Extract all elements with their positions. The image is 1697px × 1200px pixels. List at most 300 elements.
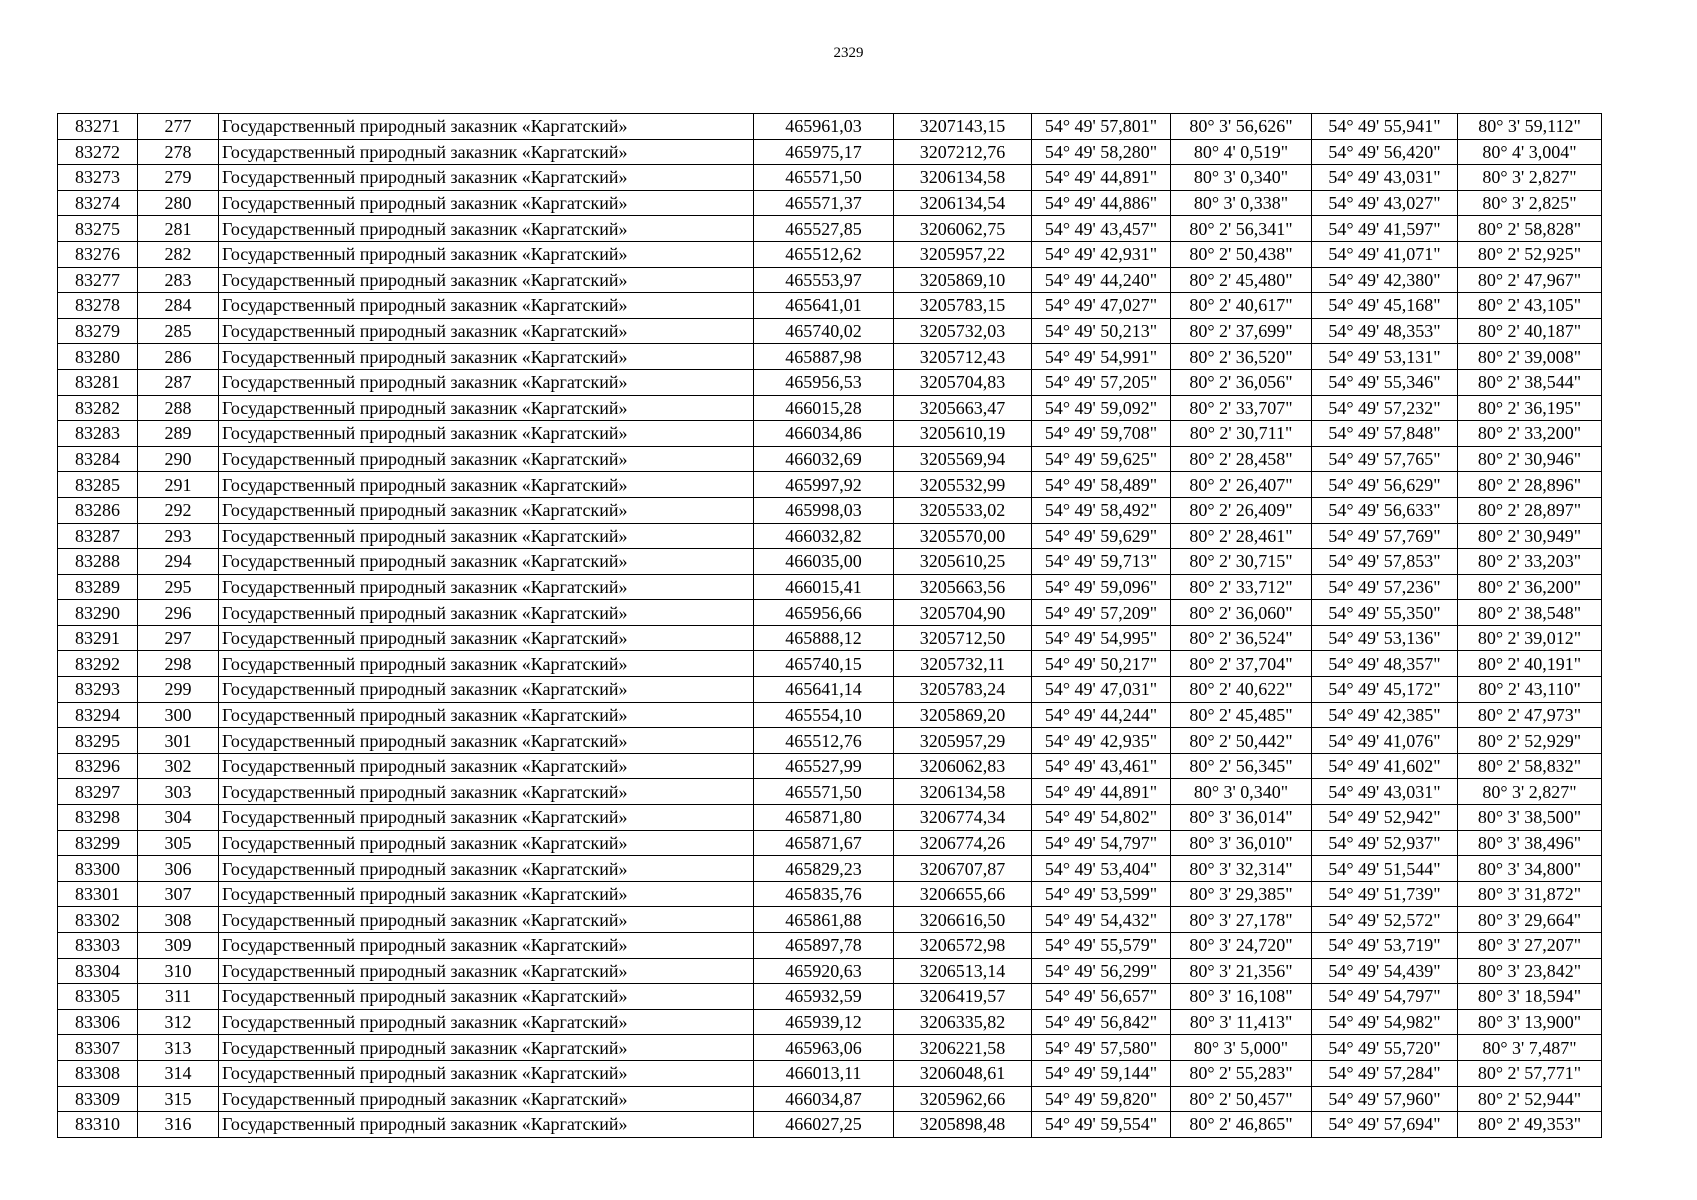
reserve-name-cell: Государственный природный заказник «Каргатский»: [219, 165, 754, 191]
record-id-cell: 83293: [58, 677, 138, 703]
table-row: [58, 1086, 1602, 1112]
x-coordinate-cell: 465512,76: [754, 728, 894, 754]
record-id-cell: 83289: [58, 574, 138, 600]
latitude-alt-cell: 54° 49' 57,694": [1312, 1112, 1458, 1138]
x-coordinate-cell: 466015,28: [754, 395, 894, 421]
table-row: [58, 677, 1602, 703]
longitude-alt-cell: 80° 2' 47,967": [1458, 267, 1602, 293]
y-coordinate-cell: 3205783,15: [894, 293, 1032, 319]
point-number-cell: 280: [138, 190, 219, 216]
reserve-name-cell: Государственный природный заказник «Каргатский»: [219, 293, 754, 319]
x-coordinate-cell: 465571,37: [754, 190, 894, 216]
point-number-cell: 312: [138, 1009, 219, 1035]
latitude-cell: 54° 49' 55,579": [1032, 933, 1171, 959]
longitude-alt-cell: 80° 2' 47,973": [1458, 702, 1602, 728]
record-id-cell: 83297: [58, 779, 138, 805]
longitude-alt-cell: 80° 3' 29,664": [1458, 907, 1602, 933]
record-id-cell: 83304: [58, 958, 138, 984]
record-id-cell: 83282: [58, 395, 138, 421]
reserve-name-cell: Государственный природный заказник «Каргатский»: [219, 216, 754, 242]
y-coordinate-cell: 3205783,24: [894, 677, 1032, 703]
longitude-alt-cell: 80° 3' 2,825": [1458, 190, 1602, 216]
y-coordinate-cell: 3205957,22: [894, 241, 1032, 267]
longitude-cell: 80° 2' 30,711": [1171, 421, 1312, 447]
y-coordinate-cell: 3206774,26: [894, 830, 1032, 856]
record-id-cell: 83295: [58, 728, 138, 754]
x-coordinate-cell: 465527,85: [754, 216, 894, 242]
point-number-cell: 279: [138, 165, 219, 191]
page-number: 2329: [833, 45, 864, 61]
reserve-name-cell: Государственный природный заказник «Каргатский»: [219, 805, 754, 831]
latitude-alt-cell: 54° 49' 57,769": [1312, 523, 1458, 549]
x-coordinate-cell: 465740,02: [754, 318, 894, 344]
x-coordinate-cell: 465997,92: [754, 472, 894, 498]
latitude-alt-cell: 54° 49' 55,350": [1312, 600, 1458, 626]
latitude-alt-cell: 54° 49' 53,136": [1312, 625, 1458, 651]
record-id-cell: 83309: [58, 1086, 138, 1112]
x-coordinate-cell: 466034,86: [754, 421, 894, 447]
latitude-alt-cell: 54° 49' 45,172": [1312, 677, 1458, 703]
y-coordinate-cell: 3205712,50: [894, 625, 1032, 651]
latitude-alt-cell: 54° 49' 57,765": [1312, 446, 1458, 472]
latitude-cell: 54° 49' 56,842": [1032, 1009, 1171, 1035]
x-coordinate-cell: 465975,17: [754, 139, 894, 165]
latitude-cell: 54° 49' 54,991": [1032, 344, 1171, 370]
table-row: [58, 702, 1602, 728]
longitude-cell: 80° 2' 56,341": [1171, 216, 1312, 242]
longitude-cell: 80° 2' 40,622": [1171, 677, 1312, 703]
latitude-cell: 54° 49' 44,886": [1032, 190, 1171, 216]
table-row: [58, 625, 1602, 651]
longitude-cell: 80° 2' 36,520": [1171, 344, 1312, 370]
latitude-alt-cell: 54° 49' 57,848": [1312, 421, 1458, 447]
x-coordinate-cell: 465887,98: [754, 344, 894, 370]
latitude-alt-cell: 54° 49' 48,357": [1312, 651, 1458, 677]
x-coordinate-cell: 465961,03: [754, 114, 894, 140]
x-coordinate-cell: 465956,66: [754, 600, 894, 626]
reserve-name-cell: Государственный природный заказник «Каргатский»: [219, 139, 754, 165]
x-coordinate-cell: 465554,10: [754, 702, 894, 728]
latitude-cell: 54° 49' 58,489": [1032, 472, 1171, 498]
x-coordinate-cell: 466032,69: [754, 446, 894, 472]
record-id-cell: 83283: [58, 421, 138, 447]
longitude-cell: 80° 3' 32,314": [1171, 856, 1312, 882]
point-number-cell: 286: [138, 344, 219, 370]
longitude-cell: 80° 2' 56,345": [1171, 753, 1312, 779]
reserve-name-cell: Государственный природный заказник «Каргатский»: [219, 344, 754, 370]
point-number-cell: 277: [138, 114, 219, 140]
x-coordinate-cell: 465829,23: [754, 856, 894, 882]
point-number-cell: 316: [138, 1112, 219, 1138]
point-number-cell: 283: [138, 267, 219, 293]
x-coordinate-cell: 465871,80: [754, 805, 894, 831]
longitude-alt-cell: 80° 2' 43,110": [1458, 677, 1602, 703]
y-coordinate-cell: 3205570,00: [894, 523, 1032, 549]
x-coordinate-cell: 465998,03: [754, 497, 894, 523]
table-row: [58, 395, 1602, 421]
y-coordinate-cell: 3206335,82: [894, 1009, 1032, 1035]
longitude-cell: 80° 3' 27,178": [1171, 907, 1312, 933]
latitude-cell: 54° 49' 50,213": [1032, 318, 1171, 344]
point-number-cell: 281: [138, 216, 219, 242]
longitude-cell: 80° 2' 36,060": [1171, 600, 1312, 626]
latitude-cell: 54° 49' 44,244": [1032, 702, 1171, 728]
longitude-cell: 80° 2' 37,704": [1171, 651, 1312, 677]
point-number-cell: 313: [138, 1035, 219, 1061]
longitude-alt-cell: 80° 4' 3,004": [1458, 139, 1602, 165]
y-coordinate-cell: 3206134,58: [894, 165, 1032, 191]
latitude-cell: 54° 49' 59,820": [1032, 1086, 1171, 1112]
point-number-cell: 303: [138, 779, 219, 805]
x-coordinate-cell: 465888,12: [754, 625, 894, 651]
table-row: [58, 958, 1602, 984]
table-row: [58, 114, 1602, 140]
table-row: [58, 907, 1602, 933]
y-coordinate-cell: 3205663,47: [894, 395, 1032, 421]
latitude-alt-cell: 54° 49' 52,572": [1312, 907, 1458, 933]
point-number-cell: 278: [138, 139, 219, 165]
y-coordinate-cell: 3205533,02: [894, 497, 1032, 523]
latitude-cell: 54° 49' 59,554": [1032, 1112, 1171, 1138]
reserve-name-cell: Государственный природный заказник «Каргатский»: [219, 958, 754, 984]
point-number-cell: 292: [138, 497, 219, 523]
point-number-cell: 306: [138, 856, 219, 882]
table-row: [58, 472, 1602, 498]
y-coordinate-cell: 3206048,61: [894, 1060, 1032, 1086]
record-id-cell: 83310: [58, 1112, 138, 1138]
latitude-alt-cell: 54° 49' 55,941": [1312, 114, 1458, 140]
reserve-name-cell: Государственный природный заказник «Каргатский»: [219, 114, 754, 140]
reserve-name-cell: Государственный природный заказник «Каргатский»: [219, 728, 754, 754]
longitude-alt-cell: 80° 2' 39,012": [1458, 625, 1602, 651]
y-coordinate-cell: 3206221,58: [894, 1035, 1032, 1061]
table-row: [58, 830, 1602, 856]
latitude-cell: 54° 49' 56,299": [1032, 958, 1171, 984]
point-number-cell: 305: [138, 830, 219, 856]
longitude-alt-cell: 80° 2' 52,925": [1458, 241, 1602, 267]
table-row: [58, 933, 1602, 959]
latitude-alt-cell: 54° 49' 55,346": [1312, 369, 1458, 395]
table-row: [58, 139, 1602, 165]
y-coordinate-cell: 3206513,14: [894, 958, 1032, 984]
y-coordinate-cell: 3205532,99: [894, 472, 1032, 498]
latitude-cell: 54° 49' 57,209": [1032, 600, 1171, 626]
y-coordinate-cell: 3206062,83: [894, 753, 1032, 779]
table-row: [58, 165, 1602, 191]
reserve-name-cell: Государственный природный заказник «Каргатский»: [219, 1086, 754, 1112]
x-coordinate-cell: 465641,14: [754, 677, 894, 703]
longitude-alt-cell: 80° 3' 34,800": [1458, 856, 1602, 882]
longitude-alt-cell: 80° 3' 27,207": [1458, 933, 1602, 959]
latitude-cell: 54° 49' 57,801": [1032, 114, 1171, 140]
point-number-cell: 308: [138, 907, 219, 933]
longitude-alt-cell: 80° 2' 52,929": [1458, 728, 1602, 754]
x-coordinate-cell: 466013,11: [754, 1060, 894, 1086]
x-coordinate-cell: 465740,15: [754, 651, 894, 677]
point-number-cell: 314: [138, 1060, 219, 1086]
longitude-alt-cell: 80° 2' 36,200": [1458, 574, 1602, 600]
latitude-cell: 54° 49' 50,217": [1032, 651, 1171, 677]
record-id-cell: 83307: [58, 1035, 138, 1061]
longitude-cell: 80° 2' 33,707": [1171, 395, 1312, 421]
longitude-cell: 80° 3' 36,014": [1171, 805, 1312, 831]
table-row: [58, 267, 1602, 293]
latitude-cell: 54° 49' 53,404": [1032, 856, 1171, 882]
latitude-alt-cell: 54° 49' 41,076": [1312, 728, 1458, 754]
latitude-alt-cell: 54° 49' 55,720": [1312, 1035, 1458, 1061]
latitude-cell: 54° 49' 47,027": [1032, 293, 1171, 319]
longitude-alt-cell: 80° 3' 13,900": [1458, 1009, 1602, 1035]
reserve-name-cell: Государственный природный заказник «Каргатский»: [219, 472, 754, 498]
latitude-cell: 54° 49' 54,432": [1032, 907, 1171, 933]
point-number-cell: 287: [138, 369, 219, 395]
y-coordinate-cell: 3205569,94: [894, 446, 1032, 472]
y-coordinate-cell: 3206134,54: [894, 190, 1032, 216]
longitude-cell: 80° 3' 11,413": [1171, 1009, 1312, 1035]
latitude-alt-cell: 54° 49' 54,982": [1312, 1009, 1458, 1035]
y-coordinate-cell: 3205663,56: [894, 574, 1032, 600]
x-coordinate-cell: 466035,00: [754, 549, 894, 575]
longitude-cell: 80° 2' 45,485": [1171, 702, 1312, 728]
latitude-cell: 54° 49' 47,031": [1032, 677, 1171, 703]
latitude-alt-cell: 54° 49' 52,937": [1312, 830, 1458, 856]
table-body: [58, 114, 1602, 1138]
latitude-cell: 54° 49' 43,461": [1032, 753, 1171, 779]
x-coordinate-cell: 465871,67: [754, 830, 894, 856]
latitude-alt-cell: 54° 49' 56,633": [1312, 497, 1458, 523]
latitude-alt-cell: 54° 49' 52,942": [1312, 805, 1458, 831]
longitude-alt-cell: 80° 2' 28,897": [1458, 497, 1602, 523]
longitude-alt-cell: 80° 2' 30,946": [1458, 446, 1602, 472]
point-number-cell: 309: [138, 933, 219, 959]
x-coordinate-cell: 466034,87: [754, 1086, 894, 1112]
table-row: [58, 369, 1602, 395]
record-id-cell: 83301: [58, 881, 138, 907]
reserve-name-cell: Государственный природный заказник «Каргатский»: [219, 549, 754, 575]
reserve-name-cell: Государственный природный заказник «Каргатский»: [219, 446, 754, 472]
longitude-cell: 80° 3' 16,108": [1171, 984, 1312, 1010]
latitude-cell: 54° 49' 57,580": [1032, 1035, 1171, 1061]
longitude-alt-cell: 80° 2' 33,200": [1458, 421, 1602, 447]
longitude-alt-cell: 80° 3' 23,842": [1458, 958, 1602, 984]
record-id-cell: 83276: [58, 241, 138, 267]
longitude-alt-cell: 80° 3' 59,112": [1458, 114, 1602, 140]
latitude-cell: 54° 49' 44,891": [1032, 165, 1171, 191]
latitude-alt-cell: 54° 49' 56,420": [1312, 139, 1458, 165]
point-number-cell: 294: [138, 549, 219, 575]
longitude-alt-cell: 80° 2' 28,896": [1458, 472, 1602, 498]
latitude-cell: 54° 49' 53,599": [1032, 881, 1171, 907]
table-row: [58, 1035, 1602, 1061]
latitude-cell: 54° 49' 44,240": [1032, 267, 1171, 293]
table-row: [58, 216, 1602, 242]
longitude-cell: 80° 3' 0,338": [1171, 190, 1312, 216]
longitude-alt-cell: 80° 3' 7,487": [1458, 1035, 1602, 1061]
table-row: [58, 856, 1602, 882]
longitude-alt-cell: 80° 2' 33,203": [1458, 549, 1602, 575]
record-id-cell: 83273: [58, 165, 138, 191]
longitude-alt-cell: 80° 3' 38,500": [1458, 805, 1602, 831]
longitude-alt-cell: 80° 2' 40,191": [1458, 651, 1602, 677]
longitude-alt-cell: 80° 2' 40,187": [1458, 318, 1602, 344]
record-id-cell: 83292: [58, 651, 138, 677]
reserve-name-cell: Государственный природный заказник «Каргатский»: [219, 933, 754, 959]
x-coordinate-cell: 466015,41: [754, 574, 894, 600]
longitude-cell: 80° 3' 56,626": [1171, 114, 1312, 140]
reserve-name-cell: Государственный природный заказник «Каргатский»: [219, 753, 754, 779]
table-row: [58, 549, 1602, 575]
longitude-alt-cell: 80° 3' 38,496": [1458, 830, 1602, 856]
table-row: [58, 1060, 1602, 1086]
latitude-cell: 54° 49' 54,995": [1032, 625, 1171, 651]
reserve-name-cell: Государственный природный заказник «Каргатский»: [219, 421, 754, 447]
table-row: [58, 241, 1602, 267]
point-number-cell: 291: [138, 472, 219, 498]
latitude-cell: 54° 49' 59,096": [1032, 574, 1171, 600]
latitude-alt-cell: 54° 49' 57,284": [1312, 1060, 1458, 1086]
point-number-cell: 284: [138, 293, 219, 319]
point-number-cell: 301: [138, 728, 219, 754]
reserve-name-cell: Государственный природный заказник «Каргатский»: [219, 907, 754, 933]
latitude-cell: 54° 49' 43,457": [1032, 216, 1171, 242]
record-id-cell: 83285: [58, 472, 138, 498]
y-coordinate-cell: 3205732,03: [894, 318, 1032, 344]
point-number-cell: 295: [138, 574, 219, 600]
point-number-cell: 311: [138, 984, 219, 1010]
point-number-cell: 310: [138, 958, 219, 984]
x-coordinate-cell: 465527,99: [754, 753, 894, 779]
longitude-alt-cell: 80° 2' 30,949": [1458, 523, 1602, 549]
x-coordinate-cell: 465939,12: [754, 1009, 894, 1035]
longitude-alt-cell: 80° 2' 49,353": [1458, 1112, 1602, 1138]
longitude-alt-cell: 80° 2' 38,544": [1458, 369, 1602, 395]
latitude-cell: 54° 49' 44,891": [1032, 779, 1171, 805]
record-id-cell: 83272: [58, 139, 138, 165]
longitude-alt-cell: 80° 3' 18,594": [1458, 984, 1602, 1010]
latitude-alt-cell: 54° 49' 54,797": [1312, 984, 1458, 1010]
latitude-alt-cell: 54° 49' 51,544": [1312, 856, 1458, 882]
y-coordinate-cell: 3205704,90: [894, 600, 1032, 626]
table-row: [58, 523, 1602, 549]
longitude-alt-cell: 80° 3' 2,827": [1458, 779, 1602, 805]
reserve-name-cell: Государственный природный заказник «Каргатский»: [219, 600, 754, 626]
record-id-cell: 83303: [58, 933, 138, 959]
point-number-cell: 307: [138, 881, 219, 907]
reserve-name-cell: Государственный природный заказник «Каргатский»: [219, 625, 754, 651]
longitude-cell: 80° 4' 0,519": [1171, 139, 1312, 165]
longitude-alt-cell: 80° 2' 57,771": [1458, 1060, 1602, 1086]
point-number-cell: 299: [138, 677, 219, 703]
reserve-name-cell: Государственный природный заказник «Каргатский»: [219, 1035, 754, 1061]
latitude-alt-cell: 54° 49' 57,232": [1312, 395, 1458, 421]
point-number-cell: 315: [138, 1086, 219, 1112]
latitude-cell: 54° 49' 57,205": [1032, 369, 1171, 395]
point-number-cell: 285: [138, 318, 219, 344]
latitude-cell: 54° 49' 59,713": [1032, 549, 1171, 575]
latitude-alt-cell: 54° 49' 41,602": [1312, 753, 1458, 779]
reserve-name-cell: Государственный природный заказник «Каргатский»: [219, 318, 754, 344]
point-number-cell: 296: [138, 600, 219, 626]
x-coordinate-cell: 465963,06: [754, 1035, 894, 1061]
x-coordinate-cell: 466032,82: [754, 523, 894, 549]
table-row: [58, 421, 1602, 447]
longitude-cell: 80° 2' 30,715": [1171, 549, 1312, 575]
longitude-alt-cell: 80° 2' 38,548": [1458, 600, 1602, 626]
record-id-cell: 83302: [58, 907, 138, 933]
record-id-cell: 83305: [58, 984, 138, 1010]
longitude-cell: 80° 2' 26,407": [1171, 472, 1312, 498]
x-coordinate-cell: 465897,78: [754, 933, 894, 959]
longitude-alt-cell: 80° 2' 52,944": [1458, 1086, 1602, 1112]
longitude-cell: 80° 2' 46,865": [1171, 1112, 1312, 1138]
reserve-name-cell: Государственный природный заказник «Каргатский»: [219, 779, 754, 805]
point-number-cell: 293: [138, 523, 219, 549]
x-coordinate-cell: 465553,97: [754, 267, 894, 293]
y-coordinate-cell: 3205732,11: [894, 651, 1032, 677]
longitude-cell: 80° 2' 40,617": [1171, 293, 1312, 319]
longitude-cell: 80° 2' 50,457": [1171, 1086, 1312, 1112]
table-row: [58, 779, 1602, 805]
x-coordinate-cell: 465571,50: [754, 165, 894, 191]
reserve-name-cell: Государственный природный заказник «Каргатский»: [219, 190, 754, 216]
longitude-alt-cell: 80° 3' 2,827": [1458, 165, 1602, 191]
record-id-cell: 83300: [58, 856, 138, 882]
x-coordinate-cell: 465835,76: [754, 881, 894, 907]
reserve-name-cell: Государственный природный заказник «Каргатский»: [219, 856, 754, 882]
longitude-alt-cell: 80° 2' 39,008": [1458, 344, 1602, 370]
x-coordinate-cell: 465956,53: [754, 369, 894, 395]
latitude-cell: 54° 49' 58,280": [1032, 139, 1171, 165]
x-coordinate-cell: 465932,59: [754, 984, 894, 1010]
record-id-cell: 83299: [58, 830, 138, 856]
longitude-alt-cell: 80° 2' 58,828": [1458, 216, 1602, 242]
table-row: [58, 293, 1602, 319]
record-id-cell: 83287: [58, 523, 138, 549]
latitude-cell: 54° 49' 42,935": [1032, 728, 1171, 754]
y-coordinate-cell: 3207212,76: [894, 139, 1032, 165]
longitude-alt-cell: 80° 2' 58,832": [1458, 753, 1602, 779]
table-row: [58, 190, 1602, 216]
latitude-alt-cell: 54° 49' 43,031": [1312, 779, 1458, 805]
latitude-cell: 54° 49' 58,492": [1032, 497, 1171, 523]
x-coordinate-cell: 466027,25: [754, 1112, 894, 1138]
y-coordinate-cell: 3206616,50: [894, 907, 1032, 933]
reserve-name-cell: Государственный природный заказник «Каргатский»: [219, 267, 754, 293]
point-number-cell: 288: [138, 395, 219, 421]
record-id-cell: 83298: [58, 805, 138, 831]
table-row: [58, 497, 1602, 523]
table-row: [58, 651, 1602, 677]
table-row: [58, 574, 1602, 600]
latitude-alt-cell: 54° 49' 54,439": [1312, 958, 1458, 984]
longitude-cell: 80° 2' 55,283": [1171, 1060, 1312, 1086]
y-coordinate-cell: 3205962,66: [894, 1086, 1032, 1112]
y-coordinate-cell: 3205898,48: [894, 1112, 1032, 1138]
longitude-cell: 80° 2' 33,712": [1171, 574, 1312, 600]
record-id-cell: 83284: [58, 446, 138, 472]
longitude-cell: 80° 2' 50,442": [1171, 728, 1312, 754]
x-coordinate-cell: 465641,01: [754, 293, 894, 319]
longitude-cell: 80° 2' 28,461": [1171, 523, 1312, 549]
record-id-cell: 83288: [58, 549, 138, 575]
record-id-cell: 83286: [58, 497, 138, 523]
table-row: [58, 446, 1602, 472]
record-id-cell: 83274: [58, 190, 138, 216]
longitude-alt-cell: 80° 2' 36,195": [1458, 395, 1602, 421]
y-coordinate-cell: 3206572,98: [894, 933, 1032, 959]
longitude-cell: 80° 2' 26,409": [1171, 497, 1312, 523]
record-id-cell: 83280: [58, 344, 138, 370]
